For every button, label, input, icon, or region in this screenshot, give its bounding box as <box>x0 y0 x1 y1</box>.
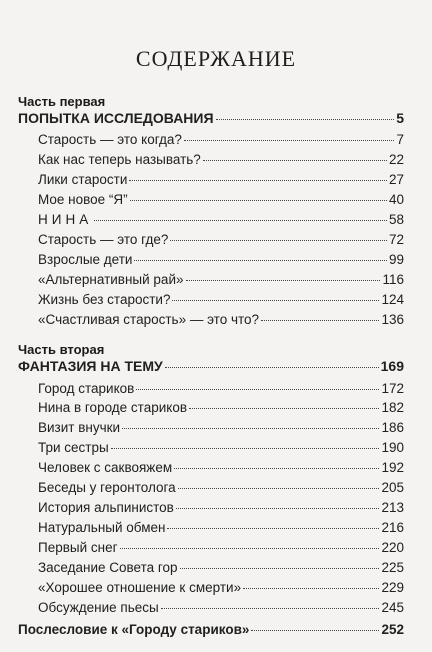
toc-entry[interactable] <box>38 500 404 515</box>
page-number: 136 <box>381 312 404 327</box>
toc-entry[interactable] <box>38 152 404 167</box>
entry-title: Первый снег <box>38 540 118 555</box>
part-1-label: Часть первая <box>18 94 106 109</box>
toc-entry[interactable] <box>38 252 404 267</box>
leader-dots <box>203 159 387 161</box>
toc-entry[interactable] <box>38 400 404 415</box>
page-number: 182 <box>381 400 404 415</box>
leader-dots <box>122 427 379 429</box>
afterword-title: Послесловие к «Городу стариков» <box>18 622 250 637</box>
leader-dots <box>174 467 379 469</box>
part-2-heading-row[interactable] <box>18 358 404 374</box>
page-number: 40 <box>388 192 404 207</box>
entry-title: Город стариков <box>38 381 135 396</box>
page-title: СОДЕРЖАНИЕ <box>135 46 297 71</box>
toc-entry[interactable] <box>38 212 404 227</box>
entry-title: Заседание Совета гор <box>38 560 178 575</box>
leader-dots <box>186 279 381 281</box>
leader-dots <box>184 139 395 141</box>
page-number: 252 <box>381 622 404 637</box>
entry-title: Обсуждение пьесы <box>38 600 159 615</box>
leader-dots <box>167 527 379 529</box>
toc-entry[interactable] <box>38 381 404 396</box>
toc-entry[interactable] <box>38 420 404 435</box>
toc-entry[interactable] <box>38 480 404 495</box>
entry-title: Натуральный обмен <box>38 520 166 535</box>
entry-title: НИНА <box>38 212 93 227</box>
entry-title: История альпинистов <box>38 500 174 515</box>
entry-title: Взрослые дети <box>38 252 133 267</box>
leader-dots <box>136 388 379 390</box>
leader-dots <box>94 219 387 221</box>
leader-dots <box>120 547 380 549</box>
entry-title: Нина в городе стариков <box>38 400 187 415</box>
page-number: 99 <box>388 252 404 267</box>
afterword-row[interactable] <box>18 622 404 637</box>
page-number: 229 <box>381 580 404 595</box>
page-number: 225 <box>381 560 404 575</box>
leader-dots <box>172 299 379 301</box>
toc-entry[interactable] <box>38 272 404 287</box>
leader-dots <box>134 259 387 261</box>
entry-title: Лики старости <box>38 172 128 187</box>
leader-dots <box>251 629 379 631</box>
entry-title: «Хорошее отношение к смерти» <box>38 580 242 595</box>
entry-title: Человек с саквояжем <box>38 460 173 475</box>
toc-entry[interactable] <box>38 440 404 455</box>
entry-title: «Альтернативный рай» <box>38 272 184 287</box>
leader-dots <box>170 239 387 241</box>
toc-entry[interactable] <box>38 172 404 187</box>
toc-entry[interactable] <box>38 540 404 555</box>
toc-entry[interactable] <box>38 560 404 575</box>
leader-dots <box>243 587 379 589</box>
page-number: 27 <box>388 172 404 187</box>
leader-dots <box>178 487 380 489</box>
entry-title: Как нас теперь называть? <box>38 152 201 167</box>
entry-title: Три сестры <box>38 440 109 455</box>
part-2-label: Часть вторая <box>18 342 105 357</box>
entry-title: Жизнь без старости? <box>38 292 171 307</box>
toc-entry[interactable] <box>38 292 404 307</box>
leader-dots <box>189 407 379 409</box>
leader-dots <box>111 447 380 449</box>
entry-title: Старость — это где? <box>38 232 169 247</box>
entry-title: Мое новое “Я” <box>38 192 128 207</box>
toc-entry[interactable] <box>38 520 404 535</box>
leader-dots <box>130 199 387 201</box>
page-number: 213 <box>381 500 404 515</box>
toc-entry[interactable] <box>38 580 404 595</box>
toc-entry[interactable] <box>38 232 404 247</box>
leader-dots <box>176 507 380 509</box>
page-number: 124 <box>381 292 404 307</box>
leader-dots <box>216 118 395 120</box>
leader-dots <box>161 607 380 609</box>
page-number: 220 <box>381 540 404 555</box>
entry-title: Старость — это когда? <box>38 132 182 147</box>
entry-title: «Счастливая старость» — это что? <box>38 312 260 327</box>
part-2-heading: ФАНТАЗИЯ НА ТЕМУ <box>18 358 163 374</box>
entry-title: Беседы у геронтолога <box>38 480 176 495</box>
page-number: 190 <box>381 440 404 455</box>
toc-entry[interactable] <box>38 460 404 475</box>
toc-entry[interactable] <box>38 132 404 147</box>
page-number: 172 <box>381 381 404 396</box>
page-number: 7 <box>396 132 404 147</box>
toc-entry[interactable] <box>38 192 404 207</box>
page-number: 72 <box>388 232 404 247</box>
page-number: 245 <box>381 600 404 615</box>
page-number: 116 <box>382 272 404 287</box>
leader-dots <box>165 366 379 368</box>
page-number: 22 <box>388 152 404 167</box>
leader-dots <box>129 179 387 181</box>
toc-entry[interactable] <box>38 312 404 327</box>
page-number: 169 <box>380 358 404 374</box>
page-number: 186 <box>381 420 404 435</box>
page-number: 5 <box>396 110 404 126</box>
toc-entry[interactable] <box>38 600 404 615</box>
part-1-heading-row[interactable] <box>18 110 404 126</box>
page-number: 205 <box>381 480 404 495</box>
leader-dots <box>180 567 380 569</box>
leader-dots <box>261 319 379 321</box>
page-number: 58 <box>388 212 404 227</box>
entry-title: Визит внучки <box>38 420 121 435</box>
page-number: 192 <box>381 460 404 475</box>
part-1-heading: ПОПЫТКА ИССЛЕДОВАНИЯ <box>18 110 214 126</box>
page-number: 216 <box>381 520 404 535</box>
